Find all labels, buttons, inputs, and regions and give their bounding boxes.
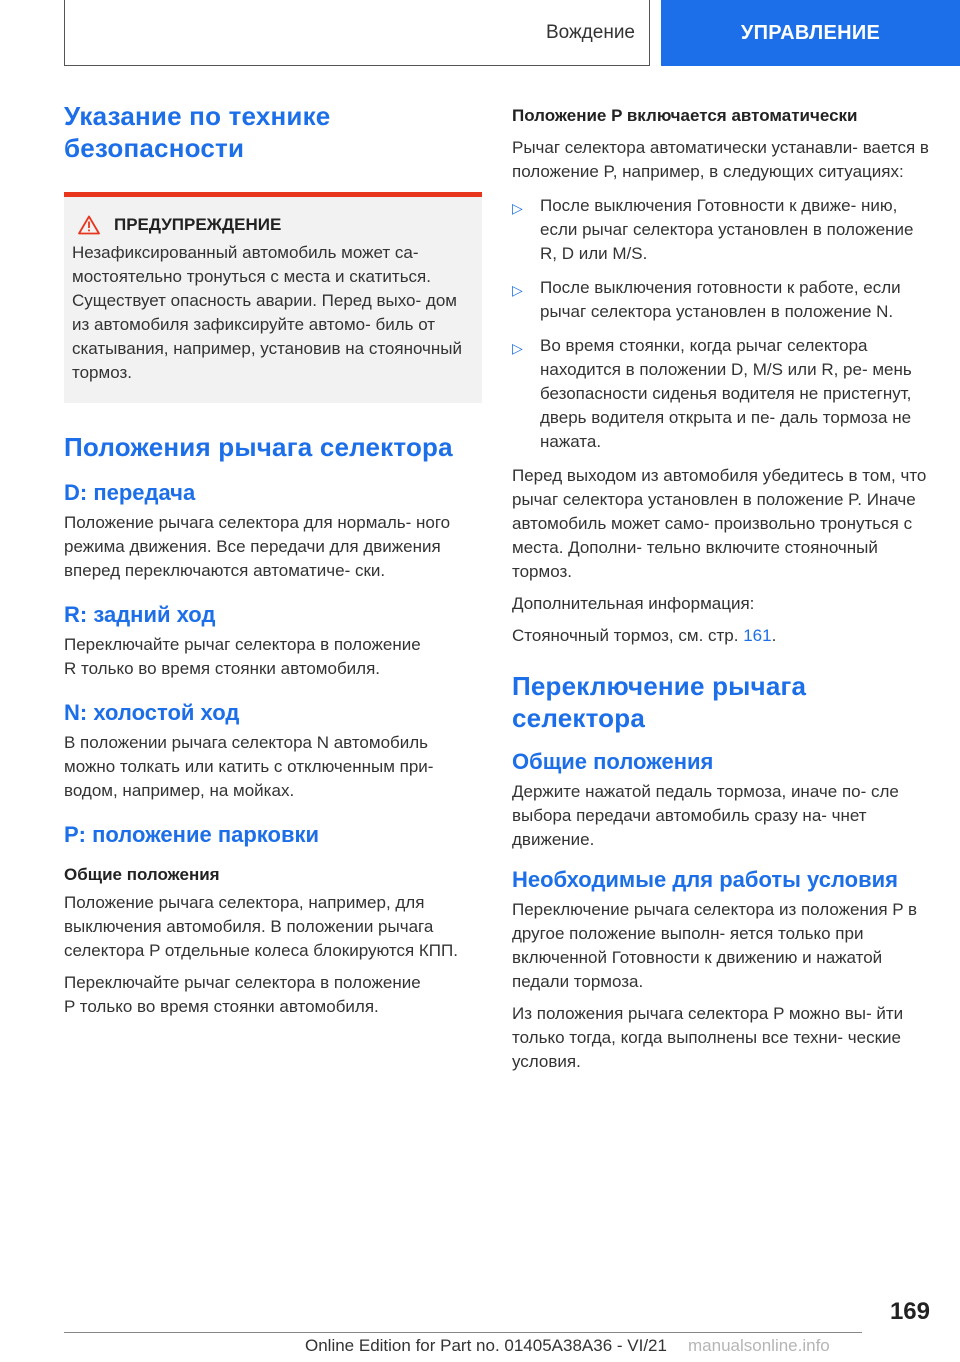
watermark-text: manualsonline.info [688,1336,830,1355]
section-label: УПРАВЛЕНИЕ [740,21,881,44]
warning-triangle-icon [78,215,100,235]
triangle-bullet-icon: ▷ [512,282,523,298]
right-column [512,100,932,1074]
list-item: ▷ Во время стоянки, когда рычаг селектора находится в положении D, M/S или R, ре- мень безопасности сиденья водителя не пристегнут, дверь водителя открыта и пе- даль тормоза не нажата. [512,336,912,451]
chapter-tab[interactable] [64,0,650,66]
conditions-heading: Необходимые для работы условия [512,867,898,892]
general-text: Держите нажатой педаль тормоза, иначе по- сле выбора передачи автомобиль сразу на- чнет движение. [512,782,899,849]
conditions-text-2: Из положения рычага селектора P можно вы- йти только тогда, когда выполнены все техни- ческие условия. [512,1004,904,1071]
more-info-label: Дополнительная информация: [512,594,755,613]
r-heading: R: задний ход [64,602,216,627]
warning-text: Незафиксированный автомобиль может са- мостоятельно тронуться с места и скатиться. Существует опасность аварии. Перед выхо- дом из автомобиля зафиксируйте автомо- биль от скатывания, например, установив на стояночный тормоз. [72,243,463,382]
n-text: В положении рычага селектора N автомобиль можно толкать или катить с отключенным при- водом, например, на мойках. [64,733,434,800]
p-general-heading: Общие положения [64,865,220,884]
before-exit-text: Перед выходом из автомобиля убедитесь в том, что рычаг селектора установлен в положение P. Иначе автомобиль может само- произвольно тронуться с места. Дополни- тельно включите стояночный тормоз. [512,466,927,581]
switch-heading: Переключение рычага селектора [512,671,807,733]
triangle-bullet-icon: ▷ [512,200,523,216]
parking-brake-reference: Стояночный тормоз, см. стр. 161. [512,626,777,645]
warning-title: ПРЕДУПРЕЖДЕНИЕ [114,215,282,234]
r-text: Переключайте рычаг селектора в положение R только во время стоянки автомобиля. [64,635,421,678]
d-text: Положение рычага селектора для нормаль- ного режима движения. Все передачи для движения вперед переключаются автоматиче- ски. [64,513,451,580]
footer-divider [64,1332,862,1333]
left-column [64,100,482,1019]
warning-box [64,192,482,403]
positions-heading: Положения рычага селектора [64,432,453,462]
general-heading: Общие положения [512,749,714,774]
auto-conditions-list [512,194,932,454]
list-item: ▷ После выключения готовности к работе, если рычаг селектора установлен в положение N. [512,278,901,321]
auto-text: Рычаг селектора автоматически устанавли- вается в положение P, например, в следующих ситуациях: [512,138,929,181]
section-tab[interactable] [661,0,960,66]
triangle-bullet-icon: ▷ [512,340,523,356]
p-switch-text: Переключайте рычаг селектора в положение P только во время стоянки автомобиля. [64,973,421,1016]
warning-title-row [78,215,474,235]
auto-heading: Положение P включается автоматически [512,106,858,125]
safety-heading: Указание по технике безопасности [64,101,331,163]
p-heading: P: положение парковки [64,822,320,847]
n-heading: N: холостой ход [64,700,240,725]
page-number: 169 [889,1298,930,1325]
page-header [0,0,960,66]
p-general-text: Положение рычага селектора, например, для выключения автомобиля. В положении рычага селектора P отдельные колеса блокируются КПП. [64,893,458,960]
conditions-text-1: Переключение рычага селектора из положения P в другое положение выполн- яется только при включенной Готовности к движению и нажатой педали тормоза. [512,900,918,991]
list-item: ▷ После выключения Готовности к движе- нию, если рычаг селектора установлен в положение R, D или M/S. [512,196,914,263]
d-heading: D: передача [64,480,196,505]
page-link[interactable]: 161 [743,626,772,645]
chapter-label: Вождение [545,21,635,43]
edition-text: Online Edition for Part no. 01405A38A36 - VI/21 [305,1336,667,1355]
